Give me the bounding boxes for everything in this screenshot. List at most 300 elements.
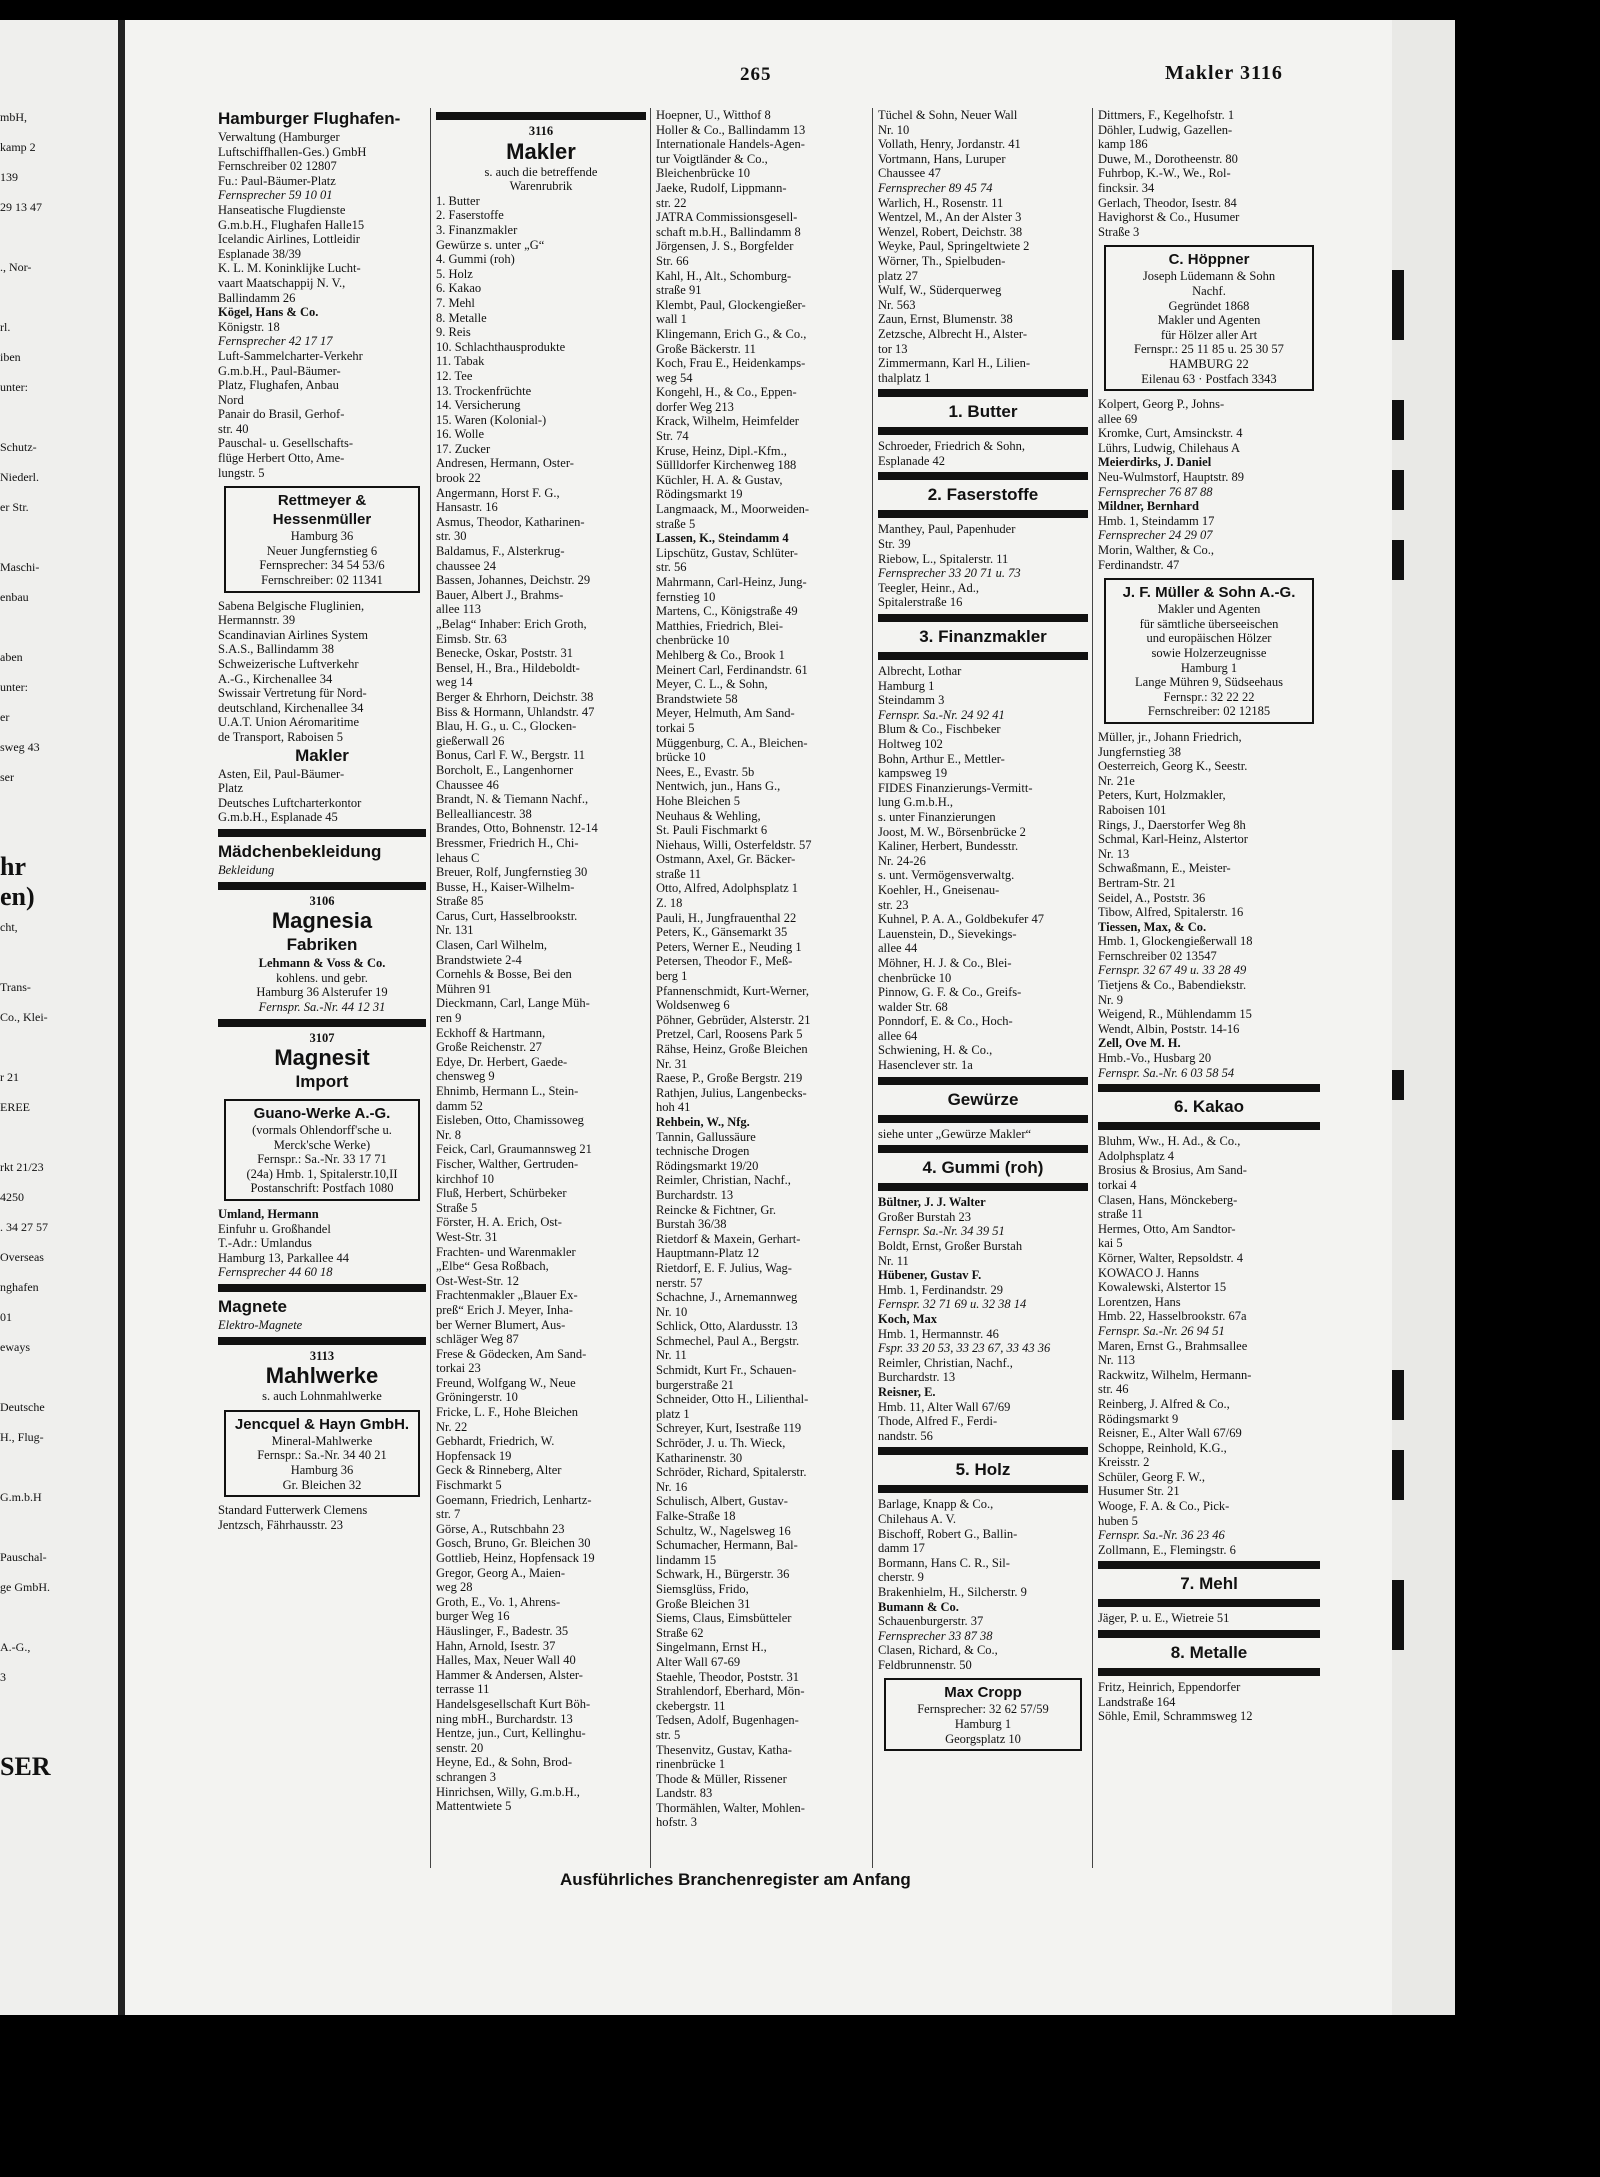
directory-entry: Hmb. 1, Glockengießerwall 18 xyxy=(1098,934,1253,949)
directory-entry: Bauer, Albert J., Brahms- xyxy=(436,587,564,602)
entry-name: Meierdirks, J. Daniel xyxy=(1098,455,1212,470)
directory-entry: Teegler, Heinr., Ad., xyxy=(878,580,980,595)
adjacent-page-strip xyxy=(0,20,118,2015)
directory-entry: Boldt, Ernst, Großer Burstah xyxy=(878,1239,1023,1254)
ad-line: (24a) Hmb. 1, Spitalerstr.10,II xyxy=(246,1166,398,1181)
ad-line: Hamburg 36 xyxy=(290,529,354,544)
entry-name: Mildner, Bernhard xyxy=(1098,499,1199,514)
directory-entry: str. 30 xyxy=(436,529,467,544)
directory-entry: Internationale Handels-Agen- xyxy=(656,137,805,152)
directory-entry: Husumer Str. 21 xyxy=(1098,1484,1180,1499)
directory-entry: flüge Herbert Otto, Ame- xyxy=(218,451,345,466)
directory-entry: fincksir. 34 xyxy=(1098,180,1155,195)
directory-entry: brook 22 xyxy=(436,471,481,486)
directory-entry: Lorentzen, Hans xyxy=(1098,1294,1181,1309)
directory-entry: Schultz, W., Nagelsweg 16 xyxy=(656,1523,791,1538)
directory-entry: T.-Adr.: Umlandus xyxy=(218,1236,312,1251)
directory-entry: Chaussee 47 xyxy=(878,166,941,181)
directory-entry: Platz, Flughafen, Anbau xyxy=(218,378,339,393)
adjacent-page-text: 139 xyxy=(0,170,18,184)
section-heading: 3. Finanzmakler xyxy=(919,627,1047,647)
directory-entry: Pfannenschmidt, Kurt-Werner, xyxy=(656,983,809,998)
directory-entry: Söhle, Emil, Schrammsweg 12 xyxy=(1098,1709,1253,1724)
directory-entry: Fischmarkt 5 xyxy=(436,1478,502,1493)
directory-entry: Esplanade 42 xyxy=(878,453,945,468)
section-rule xyxy=(878,652,1088,660)
directory-entry: 4. Gummi (roh) xyxy=(436,252,515,267)
directory-entry: Förster, H. A. Erich, Ost- xyxy=(436,1215,562,1230)
directory-entry: Manthey, Paul, Papenhuder xyxy=(878,522,1016,537)
directory-entry: Rackwitz, Wilhelm, Hermann- xyxy=(1098,1367,1252,1382)
adjacent-page-text: . 34 27 57 xyxy=(0,1220,48,1234)
directory-entry: Ponndorf, E. & Co., Hoch- xyxy=(878,1014,1013,1029)
directory-entry: straße 5 xyxy=(656,516,696,531)
directory-entry: Häuslinger, F., Badestr. 35 xyxy=(436,1623,569,1638)
directory-entry: Barlage, Knapp & Co., xyxy=(878,1497,994,1512)
adjacent-page-text: 01 xyxy=(0,1310,12,1324)
entry-name: Kögel, Hans & Co. xyxy=(218,305,319,320)
directory-entry: Zimmermann, Karl H., Lilien- xyxy=(878,356,1031,371)
directory-entry: huben 5 xyxy=(1098,1513,1138,1528)
directory-entry: lehaus C xyxy=(436,850,480,865)
adjacent-page-text: Schutz- xyxy=(0,440,37,454)
adjacent-page-text: 29 13 47 xyxy=(0,200,42,214)
directory-entry: Körner, Walter, Repsoldstr. 4 xyxy=(1098,1250,1243,1265)
directory-entry: Königstr. 18 xyxy=(218,319,280,334)
column-divider xyxy=(430,108,431,1868)
adjacent-page-text: enbau xyxy=(0,590,29,604)
directory-entry: damm 17 xyxy=(878,1541,925,1556)
ad-line: Fernsprecher: 32 62 57/59 xyxy=(917,1702,1049,1717)
directory-entry: West-Str. 31 xyxy=(436,1229,498,1244)
ad-line: und europäischen Hölzer xyxy=(1146,631,1272,646)
section-rule xyxy=(218,1337,426,1345)
directory-entry: Deutsches Luftcharterkontor xyxy=(218,795,362,810)
directory-entry: Fernschreiber 02 13547 xyxy=(1098,948,1217,963)
directory-entry: lindamm 15 xyxy=(656,1552,717,1567)
directory-entry: Heyne, Ed., & Sohn, Brod- xyxy=(436,1755,573,1770)
directory-entry: platz 1 xyxy=(656,1406,690,1421)
adjacent-page-text: Overseas xyxy=(0,1250,44,1264)
directory-entry: Clasen, Hans, Mönckeberg- xyxy=(1098,1192,1238,1207)
directory-entry: chenbrücke 10 xyxy=(878,970,952,985)
section-rule xyxy=(878,427,1088,435)
directory-entry: Tannin, Gallussäure xyxy=(656,1129,756,1144)
directory-entry: Rödingsmarkt 19 xyxy=(656,487,743,502)
directory-entry: Raboisen 101 xyxy=(1098,802,1167,817)
directory-entry: Mühren 91 xyxy=(436,981,492,996)
advertisement-box xyxy=(224,1410,420,1497)
directory-entry: Hermes, Otto, Am Sandtor- xyxy=(1098,1221,1236,1236)
directory-entry: Kuhnel, P. A. A., Goldbekufer 47 xyxy=(878,912,1044,927)
section-rule xyxy=(878,1183,1088,1191)
directory-entry: Breuer, Rolf, Jungfernstieg 30 xyxy=(436,865,588,880)
directory-entry: Hinrichsen, Willy, G.m.b.H., xyxy=(436,1784,580,1799)
directory-entry: Lipschütz, Gustav, Schlüter- xyxy=(656,545,798,560)
section-heading: 2. Faserstoffe xyxy=(927,485,1039,505)
directory-entry: Hohe Bleichen 5 xyxy=(656,793,741,808)
directory-entry: Kreisstr. 2 xyxy=(1098,1455,1150,1470)
directory-entry: 5. Holz xyxy=(436,266,473,281)
section-heading: Hamburger Flughafen- xyxy=(218,109,401,128)
directory-entry: Otto, Alfred, Adolphsplatz 1 xyxy=(656,881,798,896)
directory-entry: Thesenvitz, Gustav, Katha- xyxy=(656,1742,792,1757)
directory-entry: Schmechel, Paul A., Bergstr. xyxy=(656,1333,800,1348)
directory-entry: terrasse 11 xyxy=(436,1682,490,1697)
directory-entry: Mattentwiete 5 xyxy=(436,1799,512,1814)
directory-entry: Gregor, Georg A., Maien- xyxy=(436,1565,566,1580)
directory-entry: Rietdorf & Maxein, Gerhart- xyxy=(656,1231,801,1246)
directory-entry: Riebow, L., Spitalerstr. 11 xyxy=(878,551,1009,566)
directory-entry: Bertram-Str. 21 xyxy=(1098,875,1176,890)
entry-name: Bültner, J. J. Walter xyxy=(878,1195,986,1210)
directory-entry: de Transport, Raboisen 5 xyxy=(218,729,343,744)
adjacent-page-text: rkt 21/23 xyxy=(0,1160,44,1174)
directory-entry: chensweg 9 xyxy=(436,1069,495,1084)
directory-entry: Feldbrunnenstr. 50 xyxy=(878,1657,972,1672)
section-heading: Fabriken xyxy=(286,935,358,955)
directory-entry: Vollath, Henry, Jordanstr. 41 xyxy=(878,137,1021,152)
adjacent-page-text: Maschi- xyxy=(0,560,40,574)
entry-name: Koch, Max xyxy=(878,1312,938,1326)
category-number: 3116 xyxy=(528,124,554,138)
entry-name: Rehbein, W., Nfg. xyxy=(656,1114,750,1129)
directory-entry: ning mbH., Burchardstr. 13 xyxy=(436,1711,573,1726)
directory-entry: torkai 23 xyxy=(436,1361,481,1376)
directory-entry: Weyke, Paul, Springeltwiete 2 xyxy=(878,239,1030,254)
phone-line: Fspr. 33 20 53, 33 23 67, 33 43 36 xyxy=(878,1341,1051,1356)
directory-entry: Hmb. 11, Alter Wall 67/69 xyxy=(878,1399,1011,1414)
section-rule xyxy=(218,1284,426,1292)
directory-entry: Burchardstr. 13 xyxy=(656,1187,734,1202)
page-edge xyxy=(1392,20,1455,2015)
section-heading: 1. Butter xyxy=(948,402,1018,422)
directory-entry: G.m.b.H., Paul-Bäumer- xyxy=(218,363,341,378)
section-rule xyxy=(1098,1668,1320,1676)
directory-entry: Gröningerstr. 10 xyxy=(436,1390,518,1405)
adjacent-page-text: mbH, xyxy=(0,110,27,124)
directory-entry: Schwark, H., Bürgerstr. 36 xyxy=(656,1567,790,1582)
advertisement-box xyxy=(1104,245,1314,391)
directory-entry: Petersen, Theodor F., Meß- xyxy=(656,954,793,969)
directory-entry: Spitalerstraße 16 xyxy=(878,595,963,610)
ad-line: Hamburg 36 xyxy=(290,1463,354,1477)
directory-entry: Clasen, Carl Wilhelm, xyxy=(436,938,548,953)
directory-entry: Lührs, Ludwig, Chilehaus A xyxy=(1098,440,1241,455)
directory-entry: Wulf, W., Süderquerweg xyxy=(878,283,1002,298)
ad-line: für sämtliche überseeischen xyxy=(1139,616,1279,631)
directory-entry: Pinnow, G. F. & Co., Greifs- xyxy=(878,985,1022,1000)
directory-entry: Jaeke, Rudolf, Lippmann- xyxy=(656,180,787,195)
directory-entry: Asten, Eil, Paul-Bäumer- xyxy=(218,766,345,781)
adjacent-page-text: hr xyxy=(0,852,26,881)
section-rule xyxy=(878,389,1088,397)
directory-entry: Reincke & Fichtner, Gr. xyxy=(656,1202,776,1217)
column-1 xyxy=(218,108,426,1532)
directory-entry: Morin, Walther, & Co., xyxy=(1098,543,1214,558)
directory-entry: Str. 39 xyxy=(878,537,911,552)
directory-entry: Panair do Brasil, Gerhof- xyxy=(218,407,345,422)
directory-entry: Klingemann, Erich G., & Co., xyxy=(656,326,807,341)
entry-name: Lassen, K., Steindamm 4 xyxy=(656,531,789,546)
directory-entry: Nr. 31 xyxy=(656,1056,688,1071)
directory-entry: Kongehl, H., & Co., Eppen- xyxy=(656,385,797,400)
directory-entry: Scandinavian Airlines System xyxy=(218,627,368,642)
adjacent-page-text: Trans- xyxy=(0,980,31,994)
directory-entry: Berger & Ehrhorn, Deichstr. 38 xyxy=(436,689,594,704)
adjacent-page-text: A.-G., xyxy=(0,1640,31,1654)
directory-entry: Ostmann, Axel, Gr. Bäcker- xyxy=(656,852,796,867)
directory-entry: Falke-Straße 18 xyxy=(656,1509,736,1523)
directory-entry: str. 40 xyxy=(218,421,249,436)
directory-entry: Cornehls & Bosse, Bei den xyxy=(436,967,572,982)
directory-entry: Nr. 22 xyxy=(436,1419,468,1434)
directory-entry: Brandt, N. & Tiemann Nachf., xyxy=(436,792,589,807)
directory-entry: Goemann, Friedrich, Lenhartz- xyxy=(436,1492,592,1507)
directory-entry: Oesterreich, Georg K., Seestr. xyxy=(1098,759,1248,774)
directory-entry: Clasen, Richard, & Co., xyxy=(878,1643,998,1658)
directory-entry: Hasenclever str. 1a xyxy=(878,1058,973,1073)
directory-entry: Chaussee 46 xyxy=(436,777,499,792)
directory-entry: Schüler, Georg F. W., xyxy=(1098,1469,1205,1484)
ad-line: Postanschrift: Postfach 1080 xyxy=(250,1181,394,1196)
directory-entry: Gewürze s. unter „G“ xyxy=(436,237,545,252)
directory-entry: Reinberg, J. Alfred & Co., xyxy=(1098,1396,1230,1411)
directory-entry: Feick, Carl, Graumannsweg 21 xyxy=(436,1142,592,1157)
directory-entry: schrangen 3 xyxy=(436,1769,497,1784)
directory-entry: Neuhaus & Wehling, xyxy=(656,808,761,823)
directory-entry: Straße 5 xyxy=(436,1200,478,1215)
ad-line: Eilenau 63 · Postfach 3343 xyxy=(1141,371,1277,386)
directory-entry: Bassen, Johannes, Deichstr. 29 xyxy=(436,573,591,588)
column-3 xyxy=(656,108,868,1830)
directory-entry: Müggenburg, C. A., Bleichen- xyxy=(656,735,808,750)
ad-line: Fernspr.: Sa.-Nr. 33 17 71 xyxy=(257,1152,387,1167)
directory-entry: Schwaßmann, E., Meister- xyxy=(1098,861,1231,876)
directory-entry: Nr. 24-26 xyxy=(878,853,926,868)
directory-entry: straße 91 xyxy=(656,283,702,298)
directory-entry: Siemsglüss, Frido, xyxy=(656,1581,749,1596)
directory-entry: Hmb. 1, Hermannstr. 46 xyxy=(878,1326,999,1341)
directory-entry: Benecke, Oskar, Poststr. 31 xyxy=(436,646,573,661)
directory-entry: Dittmers, F., Kegelhofstr. 1 xyxy=(1098,108,1235,122)
directory-entry: lung G.m.b.H., xyxy=(878,795,953,810)
directory-entry: weg 28 xyxy=(436,1580,473,1595)
directory-entry: damm 52 xyxy=(436,1098,483,1113)
category-number: Lehmann & Voss & Co. xyxy=(258,956,386,971)
adjacent-page-text: unter: xyxy=(0,380,28,394)
directory-entry: Alter Wall 67-69 xyxy=(656,1654,741,1669)
directory-entry: Raese, P., Große Bergstr. 219 xyxy=(656,1071,803,1086)
directory-entry: Rings, J., Daerstorfer Weg 8h xyxy=(1098,817,1246,832)
directory-entry: Schlick, Otto, Alardusstr. 13 xyxy=(656,1319,798,1334)
directory-entry: 13. Trockenfrüchte xyxy=(436,383,532,398)
directory-entry: Schroeder, Friedrich & Sohn, xyxy=(878,439,1026,454)
ad-line: HAMBURG 22 xyxy=(1169,356,1249,371)
directory-entry: Straße 3 xyxy=(1098,224,1140,239)
directory-entry: s. unt. Vermögensverwaltg. xyxy=(878,868,1015,883)
phone-line: Fernsprecher 76 87 88 xyxy=(1098,484,1213,499)
directory-entry: Kolpert, Georg P., Johns- xyxy=(1098,397,1225,412)
ad-line: (vormals Ohlendorff'sche u. xyxy=(252,1123,392,1138)
directory-entry: Rathjen, Julius, Langenbecks- xyxy=(656,1085,807,1100)
directory-entry: schaft m.b.H., Ballindamm 8 xyxy=(656,224,801,239)
directory-entry: Z. 18 xyxy=(656,896,683,911)
directory-entry: 14. Versicherung xyxy=(436,398,521,413)
directory-entry: Brakenhielm, H., Silcherstr. 9 xyxy=(878,1584,1027,1599)
directory-entry: 7. Mehl xyxy=(436,295,475,310)
phone-line: Fernspr. Sa.-Nr. 24 92 41 xyxy=(878,707,1005,722)
adjacent-page-text: ser xyxy=(0,770,14,784)
directory-entry: Platz xyxy=(218,781,243,796)
directory-entry: Zollmann, E., Flemingstr. 6 xyxy=(1098,1542,1236,1557)
directory-entry: Peters, Kurt, Holzmakler, xyxy=(1098,788,1226,803)
directory-entry: Strahlendorf, Eberhard, Mön- xyxy=(656,1684,805,1699)
directory-entry: Tietjens & Co., Babendiekstr. xyxy=(1098,978,1247,993)
directory-entry: 1. Butter xyxy=(436,193,480,208)
directory-entry: Frachten- und Warenmakler xyxy=(436,1244,576,1259)
directory-entry: straße 11 xyxy=(1098,1207,1144,1222)
directory-entry: Nees, E., Evastr. 5b xyxy=(656,764,755,779)
directory-entry: technische Drogen xyxy=(656,1144,750,1159)
adjacent-page-text: unter: xyxy=(0,680,28,694)
directory-entry: Fuhrbop, K.-W., We., Rol- xyxy=(1098,166,1231,181)
phone-line: Fernspr. Sa.-Nr. 34 39 51 xyxy=(878,1224,1005,1239)
directory-entry: Thormählen, Walter, Mohlen- xyxy=(656,1800,805,1815)
ad-line: Fernsprecher: 34 54 53/6 xyxy=(259,558,385,573)
column-divider xyxy=(872,108,873,1868)
column-4 xyxy=(878,108,1088,1757)
directory-entry: Katharinenstr. 30 xyxy=(656,1450,743,1465)
directory-entry: siehe unter „Gewürze Makler“ xyxy=(878,1126,1032,1141)
directory-entry: Bensel, H., Bra., Hildeboldt- xyxy=(436,660,580,675)
directory-entry: Landstr. 83 xyxy=(656,1786,713,1801)
section-heading: 5. Holz xyxy=(955,1460,1011,1480)
directory-entry: Kaliner, Herbert, Bundesstr. xyxy=(878,839,1019,854)
adjacent-page-text: iben xyxy=(0,350,21,364)
directory-entry: Hopfensack 19 xyxy=(436,1448,512,1463)
directory-entry: Matthies, Friedrich, Blei- xyxy=(656,618,784,633)
directory-entry: Holler & Co., Ballindamm 13 xyxy=(656,122,806,137)
directory-entry: Möhner, H. J. & Co., Blei- xyxy=(878,955,1012,970)
adjacent-page-text: H., Flug- xyxy=(0,1430,44,1444)
directory-entry: Rödingsmarkt 19/20 xyxy=(656,1158,759,1173)
ad-line: Jencquel & Hayn GmbH. xyxy=(234,1415,410,1433)
phone-line: Fernsprecher 42 17 17 xyxy=(218,334,333,349)
directory-entry: Siems, Claus, Eimsbütteler xyxy=(656,1611,792,1626)
directory-entry: Schmidt, Kurt Fr., Schauen- xyxy=(656,1363,797,1378)
phone-line: Fernsprecher 33 87 38 xyxy=(878,1628,993,1643)
directory-entry: Nr. 13 xyxy=(1098,846,1130,861)
directory-entry: allee 69 xyxy=(1098,411,1138,426)
entry-name: Umland, Hermann xyxy=(218,1207,319,1222)
directory-entry: Hanseatische Flugdienste xyxy=(218,202,346,217)
directory-entry: „Belag“ Inhaber: Erich Groth, xyxy=(436,617,587,631)
ad-line: Hamburg 1 xyxy=(1180,660,1238,675)
directory-entry: Jörgensen, J. S., Borgfelder xyxy=(656,239,794,254)
directory-entry: G.m.b.H., Esplanade 45 xyxy=(218,810,338,825)
directory-entry: Fritz, Heinrich, Eppendorfer xyxy=(1098,1680,1241,1695)
directory-entry: allee 113 xyxy=(436,602,482,617)
phone-line: Fernspr. Sa.-Nr. 26 94 51 xyxy=(1098,1323,1225,1338)
directory-entry: Hoepner, U., Witthof 8 xyxy=(656,108,771,122)
directory-entry: Klembt, Paul, Glockengießer- xyxy=(656,297,806,312)
directory-entry: Schweizerische Luftverkehr xyxy=(218,657,359,671)
directory-entry: Rödingsmarkt 9 xyxy=(1098,1411,1179,1426)
adjacent-page-text: Pauschal- xyxy=(0,1550,47,1564)
directory-entry: walder Str. 68 xyxy=(878,999,948,1014)
section-rule xyxy=(436,112,646,120)
directory-entry: nandstr. 56 xyxy=(878,1428,933,1443)
directory-entry: Burstah 36/38 xyxy=(656,1217,727,1232)
directory-entry: Groth, E., Vo. 1, Ahrens- xyxy=(436,1594,561,1609)
section-heading: Import xyxy=(295,1072,349,1092)
directory-entry: Wendt, Albin, Poststr. 14-16 xyxy=(1098,1021,1240,1036)
directory-entry: Martens, C., Königstraße 49 xyxy=(656,604,798,619)
entry-name: Zell, Ove M. H. xyxy=(1098,1036,1181,1051)
directory-entry: FIDES Finanzierungs-Vermitt- xyxy=(878,780,1033,795)
directory-entry: Gosch, Bruno, Gr. Bleichen 30 xyxy=(436,1536,591,1551)
section-heading: 7. Mehl xyxy=(1180,1574,1238,1594)
section-rule xyxy=(878,1447,1088,1455)
directory-entry: Schwiening, H. & Co., xyxy=(878,1043,993,1058)
directory-entry: Fischer, Walther, Gertruden- xyxy=(436,1156,579,1171)
section-rule xyxy=(218,829,426,837)
directory-entry: 12. Tee xyxy=(436,368,473,383)
directory-entry: Nord xyxy=(218,392,244,407)
directory-entry: Schoppe, Reinhold, K.G., xyxy=(1098,1440,1227,1455)
directory-entry: Bressmer, Friedrich H., Chi- xyxy=(436,835,579,850)
category-number: 3106 xyxy=(309,893,335,908)
adjacent-page-text: 4250 xyxy=(0,1190,24,1204)
directory-entry: Lauenstein, D., Sievekings- xyxy=(878,926,1017,941)
adjacent-page-text: aben xyxy=(0,650,23,664)
directory-entry: Brosius & Brosius, Am Sand- xyxy=(1098,1163,1247,1178)
directory-entry: Wenzel, Robert, Deichstr. 38 xyxy=(878,224,1023,239)
directory-entry: Peters, Werner E., Neuding 1 xyxy=(656,939,802,954)
directory-entry: Bluhm, Ww., H. Ad., & Co., xyxy=(1098,1134,1241,1149)
ad-line: Rettmeyer & Hessenmüller xyxy=(272,492,372,529)
directory-entry: s. auch die betreffende xyxy=(484,164,598,179)
page-number: 265 xyxy=(740,64,772,85)
directory-entry: 2. Faserstoffe xyxy=(436,208,504,223)
directory-entry: 11. Tabak xyxy=(436,354,485,369)
directory-entry: Schumacher, Hermann, Bal- xyxy=(656,1538,798,1553)
directory-entry: S.A.S., Ballindamm 38 xyxy=(218,642,334,657)
advertisement-box xyxy=(884,1678,1082,1751)
directory-entry: Hmb.-Vo., Husbarg 20 xyxy=(1098,1051,1212,1066)
directory-entry: s. unter Finanzierungen xyxy=(878,809,996,824)
directory-entry: wall 1 xyxy=(656,312,687,327)
directory-entry: 6. Kakao xyxy=(436,281,482,296)
directory-entry: weg 54 xyxy=(656,370,693,385)
adjacent-page-text: sweg 43 xyxy=(0,740,40,754)
adjacent-page-text: Niederl. xyxy=(0,470,39,484)
section-rule xyxy=(1098,1084,1320,1092)
adjacent-page-text: EREE xyxy=(0,1100,30,1114)
phone-line: Elektro-Magnete xyxy=(218,1318,303,1333)
directory-entry: str. 46 xyxy=(1098,1382,1129,1397)
directory-entry: rinenbrücke 1 xyxy=(656,1757,726,1772)
directory-entry: Wentzel, M., An der Alster 3 xyxy=(878,210,1022,225)
adjacent-page-text: G.m.b.H xyxy=(0,1490,42,1504)
section-heading: 8. Metalle xyxy=(1170,1643,1248,1663)
directory-entry: Staehle, Theodor, Poststr. 31 xyxy=(656,1669,800,1684)
directory-entry: 10. Schlachthausprodukte xyxy=(436,339,566,354)
directory-entry: cherstr. 9 xyxy=(878,1570,924,1585)
section-heading: 4. Gummi (roh) xyxy=(922,1158,1044,1178)
directory-entry: Schmal, Karl-Heinz, Alstertor xyxy=(1098,832,1248,847)
